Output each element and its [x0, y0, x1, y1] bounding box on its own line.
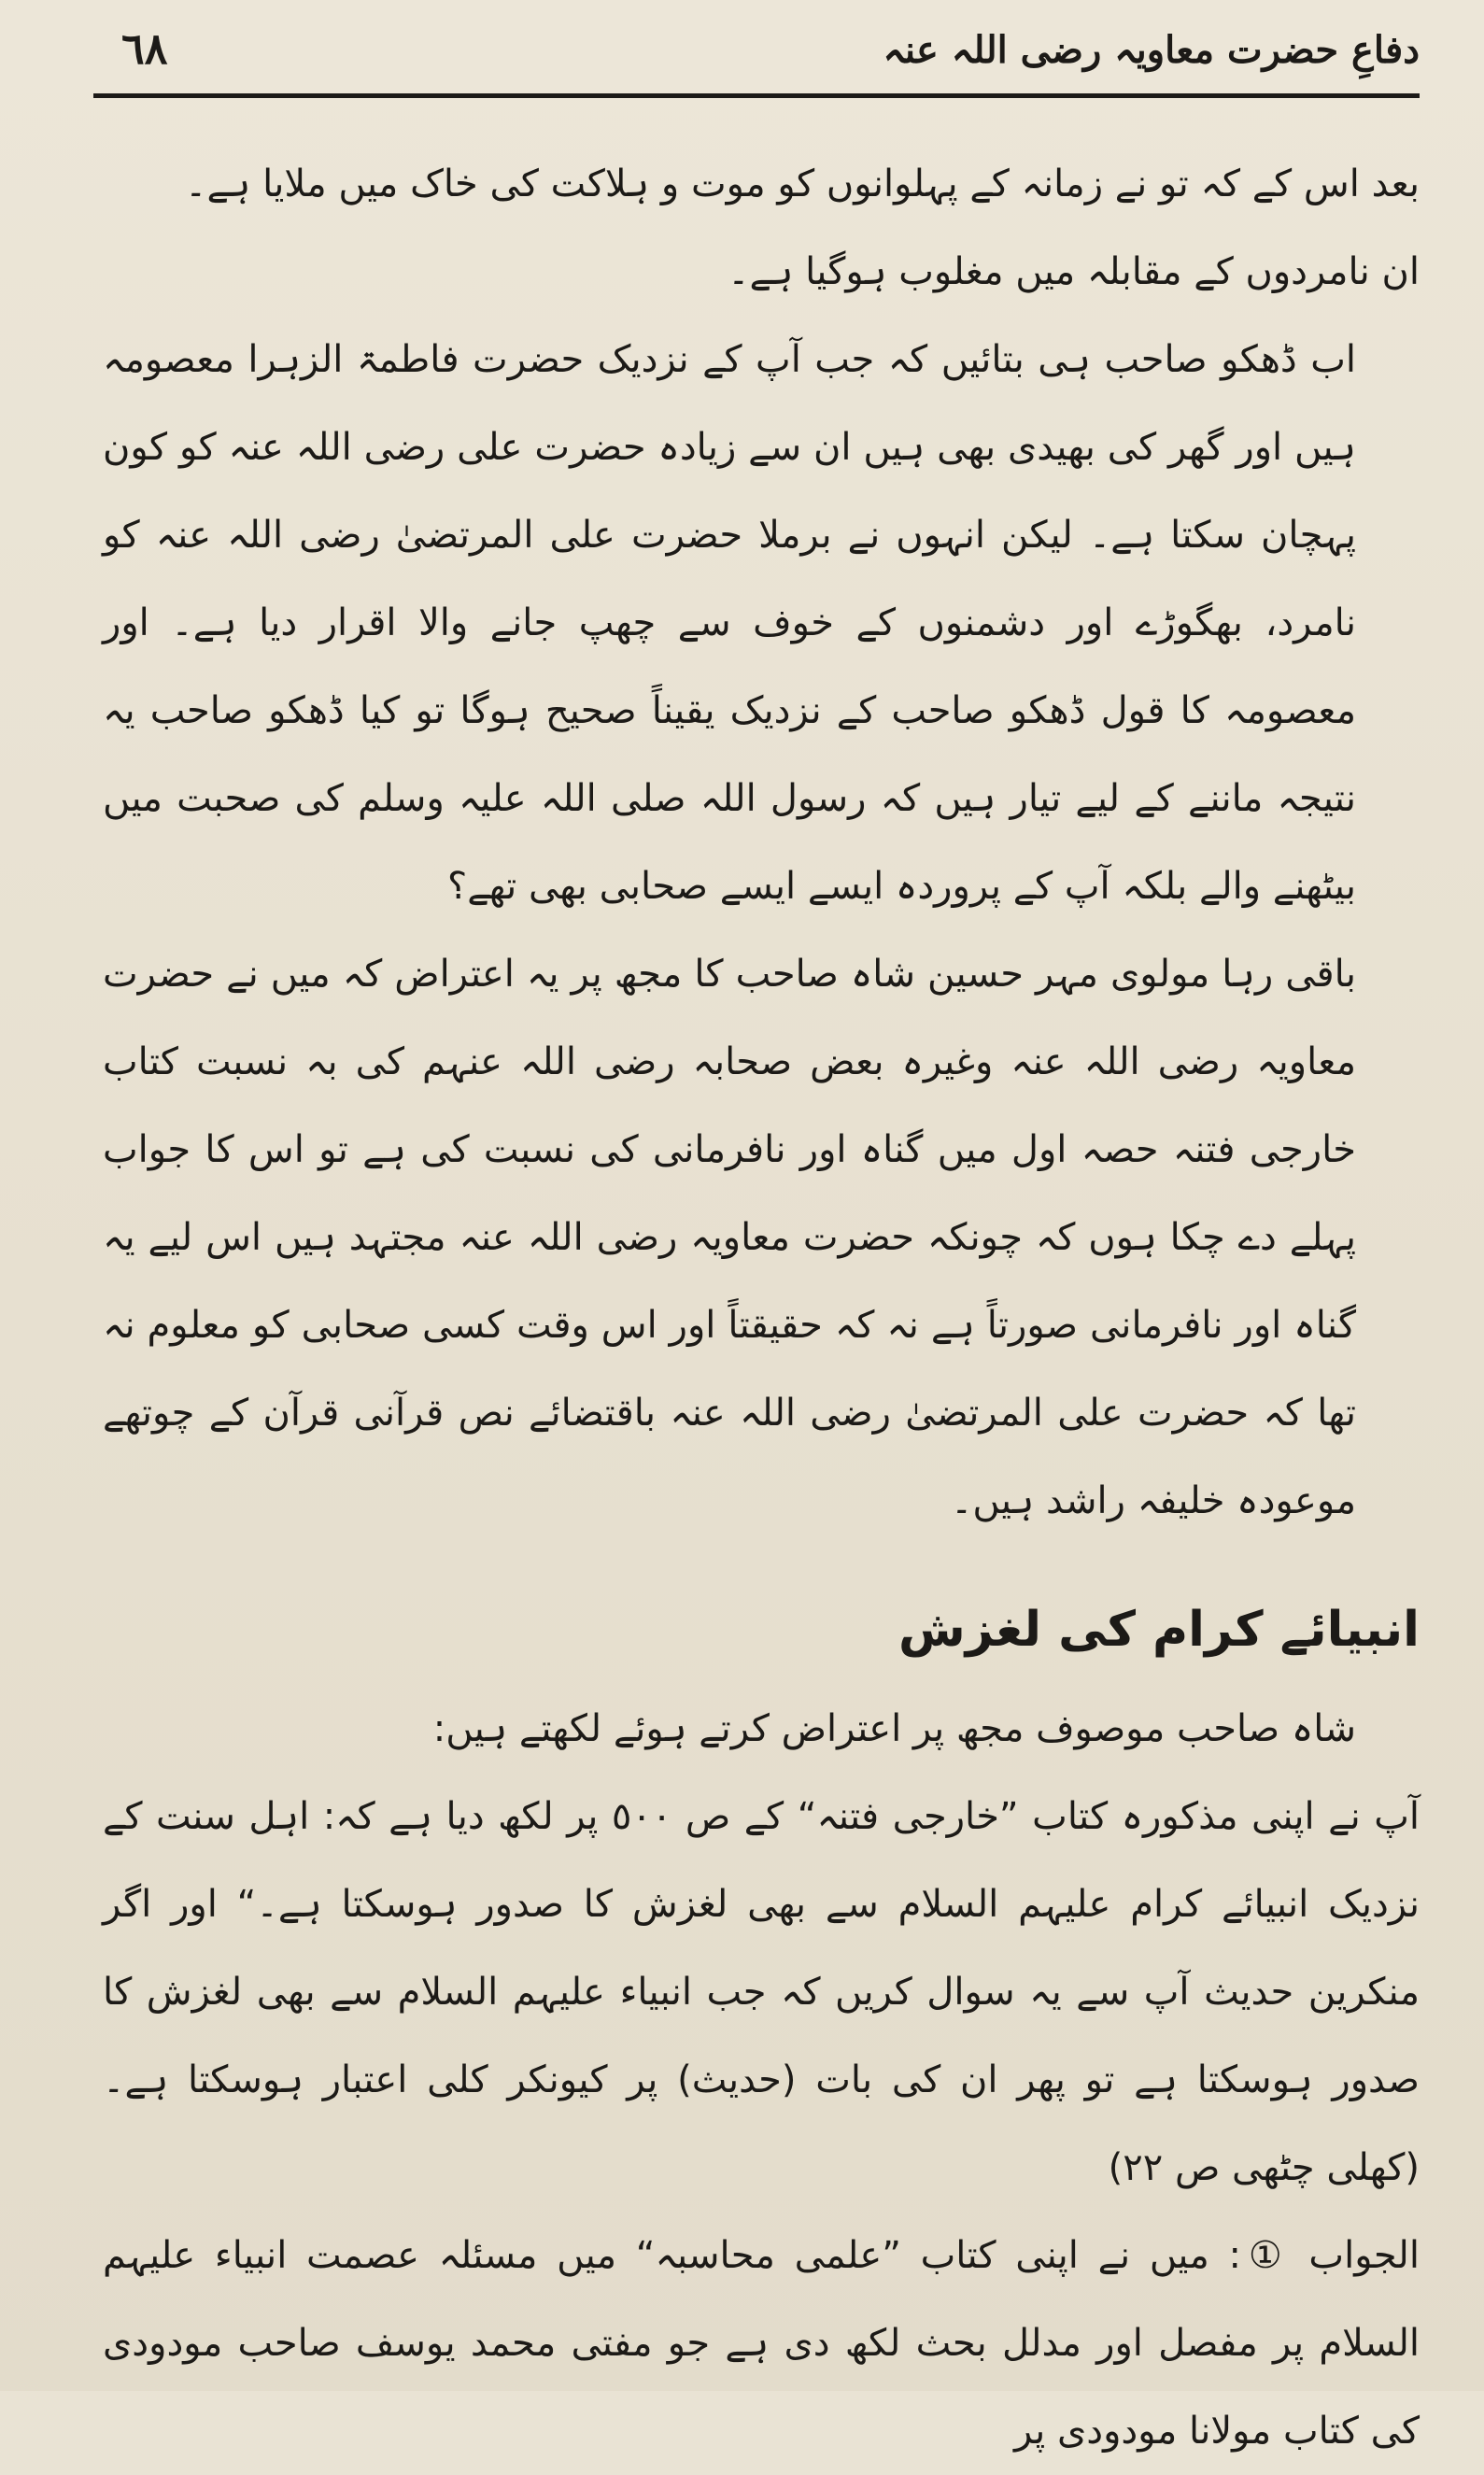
quoted-objection: آپ نے اپنی مذکورہ کتاب ”خارجی فتنہ“ کے ص ٥٠٠ پر لکھ دیا ہے کہ: اہل سنت کے نزدیک انبیائے کرام علیہم السلام سے بھی لغزش کا صدور ہوسکتا ہے۔“ اور اگر منکرین حدیث آپ سے یہ سوال کریں کہ جب انبیاء علیہم السلام سے بھی لغزش کا صدور ہوسکتا ہے تو پھر ان کی بات (حدیث) پر کیونکر کلی اعتبار ہوسکتا ہے۔ (کھلی چٹھی ص ٢٢) [103, 1795, 1420, 2189]
section-heading: انبیائے کرام کی لغزش [898, 1602, 1420, 1658]
body-text [103, 140, 1420, 2453]
header-rule [93, 93, 1420, 98]
section-intro: شاہ صاحب موصوف مجھ پر اعتراض کرتے ہوئے لکھتے ہیں: [432, 1707, 1356, 1750]
verse-line-2: ان نامردوں کے مقابلہ میں مغلوب ہوگیا ہے۔ [728, 250, 1420, 293]
paragraph-reply-to-objection: باقی رہا مولوی مہر حسین شاہ صاحب کا مجھ پر یہ اعتراض کہ میں نے حضرت معاویہ رضی اللہ عنہ وغیرہ بعض صحابہ رضی اللہ عنہم کی بہ نسبت کتاب خارجی فتنہ حصہ اول میں گناہ اور نافرمانی کی نسبت کی ہے تو اس کا جواب پہلے دے چکا ہوں کہ چونکہ حضرت معاویہ رضی اللہ عنہ مجتہد ہیں اس لیے یہ گناہ اور نافرمانی صورتاً ہے نہ کہ حقیقتاً اور اس وقت کسی صحابی کو معلوم نہ تھا کہ حضرت علی المرتضیٰ رضی اللہ عنہ باقتضائے نص قرآنی قرآن کے چوتھے موعودہ خلیفہ راشد ہیں۔ [103, 953, 1357, 1522]
page-number: ٦٨ [121, 23, 168, 74]
running-title: دفاعِ حضرت معاویہ رضی اللہ عنہ [883, 28, 1420, 72]
verse-line-1: بعد اس کے کہ تو نے زمانہ کے پہلوانوں کو موت و ہلاکت کی خاک میں ملایا ہے۔ [185, 163, 1420, 205]
page-header [93, 17, 1420, 82]
paragraph-dhakko-question: اب ڈھکو صاحب ہی بتائیں کہ جب آپ کے نزدیک حضرت فاطمۃ الزہرا معصومہ ہیں اور گھر کی بھیدی بھی ہیں ان سے زیادہ حضرت علی رضی اللہ عنہ کو کون پہچان سکتا ہے۔ لیکن انہوں نے برملا حضرت علی المرتضیٰ رضی اللہ عنہ کو نامرد، بھگوڑے اور دشمنوں کے خوف سے چھپ جانے والا اقرار دیا ہے۔ اور معصومہ کا قول ڈھکو صاحب کے نزدیک یقیناً صحیح ہوگا تو کیا ڈھکو صاحب یہ نتیجہ ماننے کے لیے تیار ہیں کہ رسول اللہ صلی اللہ علیہ وسلم کی صحبت میں بیٹھنے والے بلکہ آپ کے پروردہ ایسے ایسے صحابی بھی تھے؟ [103, 338, 1356, 908]
answer-paragraph: الجواب ①: میں نے اپنی کتاب ”علمی محاسبہ“ میں مسئلہ عصمت انبیاء علیہم السلام پر مفصل اور مدلل بحث لکھ دی ہے جو مفتی محمد یوسف صاحب مودودی کی کتاب مولانا مودودی پر [103, 2234, 1420, 2453]
